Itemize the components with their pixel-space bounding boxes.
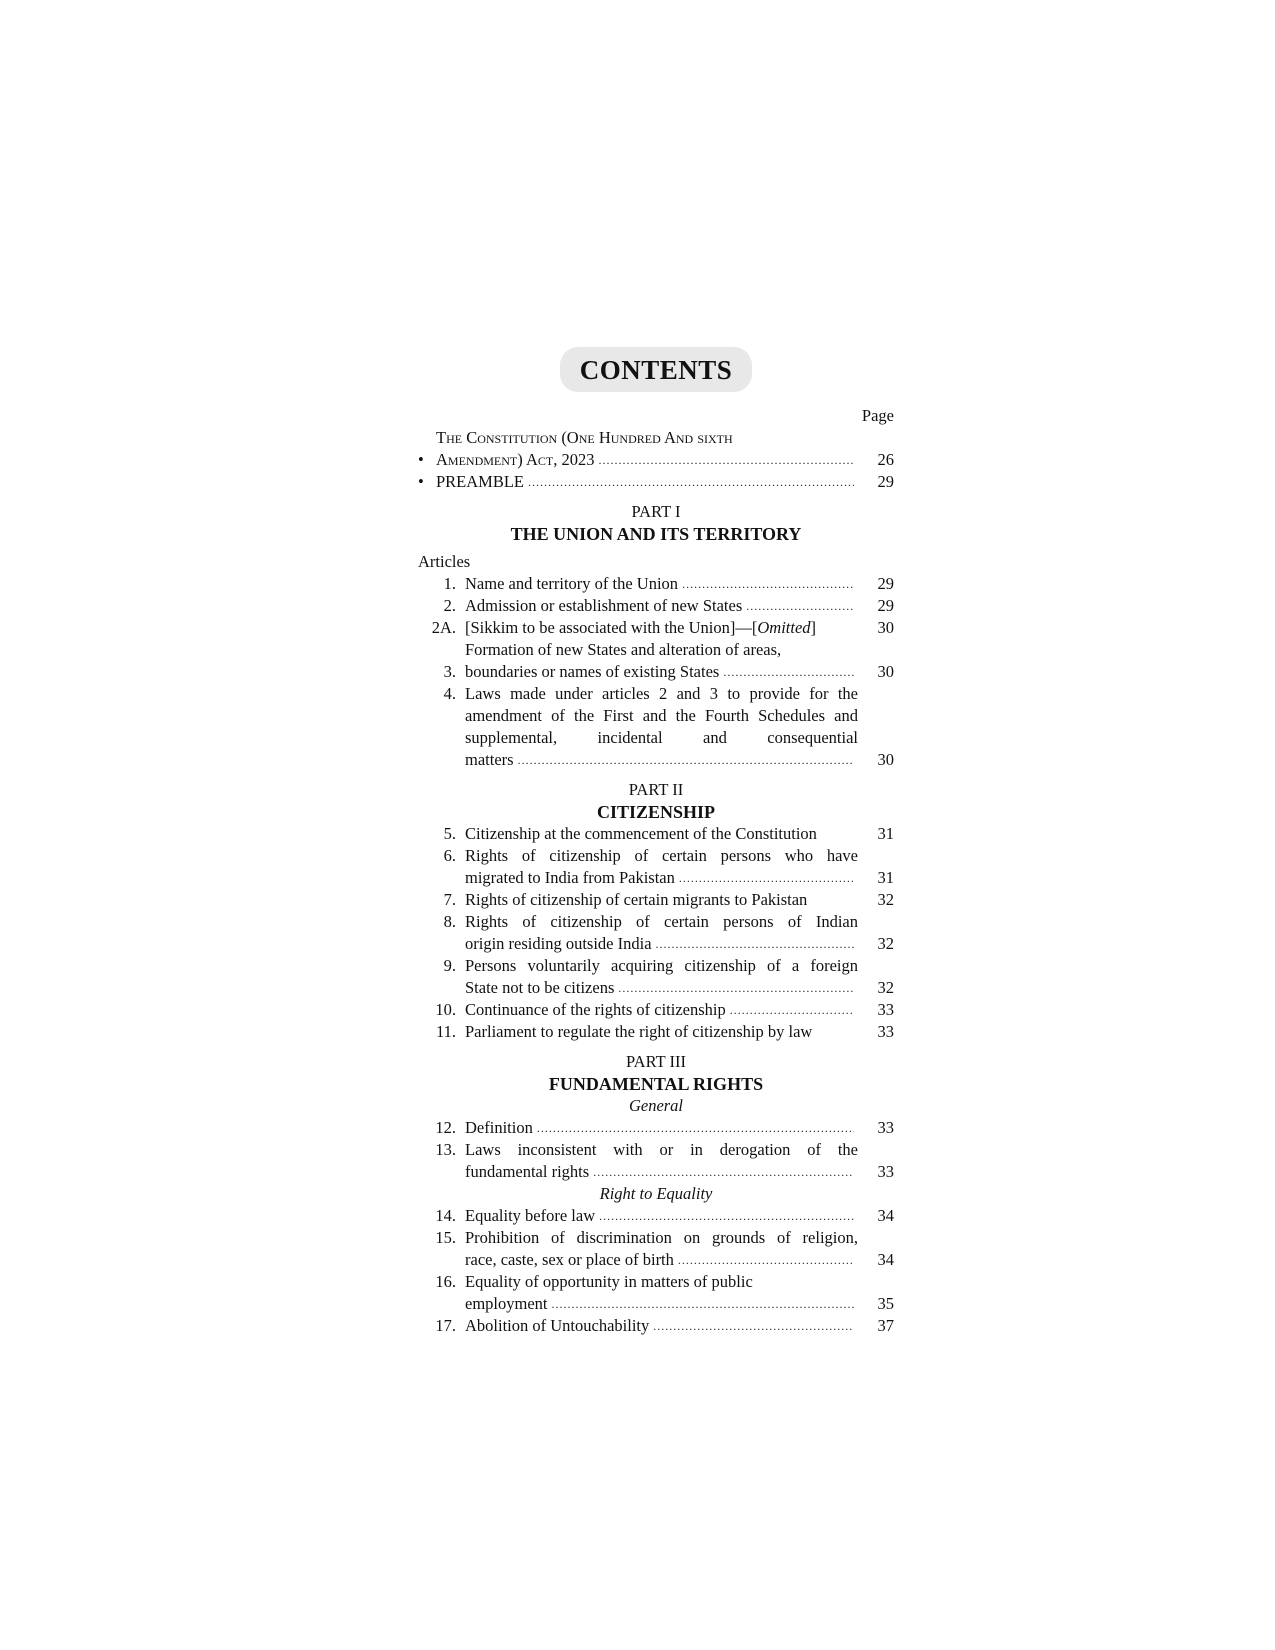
section-heading: Right to Equality [599, 1184, 713, 1203]
article-number: 6. [443, 846, 456, 865]
dot-leader [730, 999, 854, 1021]
toc-entry [418, 845, 894, 889]
toc-entry [418, 1205, 894, 1227]
toc-entry [418, 595, 894, 617]
entry-text: PREAMBLE [436, 472, 525, 491]
toc-entry [418, 683, 894, 771]
toc-entry [418, 823, 894, 845]
page-number: 33 [877, 1118, 894, 1137]
toc-entry [418, 911, 894, 955]
page-number: 32 [877, 890, 894, 909]
dot-leader [551, 1293, 854, 1315]
table-of-contents [418, 347, 894, 1337]
toc-entry [418, 1021, 894, 1043]
part-number: PART II [628, 780, 684, 799]
article-number: 7. [443, 890, 456, 909]
toc-entry [418, 617, 894, 639]
toc-entry [418, 955, 894, 999]
toc-entry [418, 1271, 894, 1315]
page-number: 33 [877, 1022, 894, 1041]
articles-label: Articles [418, 552, 471, 571]
entry-text-line: Rights of citizenship of certain persons who have [465, 846, 858, 865]
entry-text: boundaries or names of existing States [465, 662, 720, 681]
page-number: 32 [877, 978, 894, 997]
dot-leader [682, 573, 854, 595]
title-wrap [418, 347, 894, 393]
toc-entry [418, 1117, 894, 1139]
entry-last-line [436, 471, 858, 493]
page-number: 30 [877, 618, 894, 637]
entry-body [436, 427, 858, 471]
section-heading: General [628, 1096, 684, 1115]
part-title: FUNDAMENTAL RIGHTS [548, 1074, 764, 1094]
page-column-header: Page [861, 406, 894, 425]
dot-leader [656, 933, 854, 955]
page-number: 26 [877, 450, 894, 469]
article-number: 1. [443, 574, 456, 593]
entry-text-line: Formation of new States and alteration of areas, [465, 640, 782, 659]
article-number: 4. [443, 684, 456, 703]
toc-entry-preamble [418, 471, 894, 493]
page-number: 30 [877, 662, 894, 681]
page-number: 32 [877, 934, 894, 953]
article-number: 3. [443, 662, 456, 681]
article-number: 14. [435, 1206, 456, 1225]
toc-entry [418, 1139, 894, 1183]
page-title: CONTENTS [560, 347, 753, 392]
entry-text: Parliament to regulate the right of citizenship by law [465, 1022, 813, 1041]
entry-text: Definition [465, 1118, 533, 1137]
article-number: 9. [443, 956, 456, 975]
article-number: 10. [435, 1000, 456, 1019]
page-number: 34 [877, 1250, 894, 1269]
entry-text: matters [465, 750, 514, 769]
entry-text: State not to be citizens [465, 978, 615, 997]
entry-text: employment [465, 1294, 548, 1313]
entry-text-line: Prohibition of discrimination on grounds of religion, [465, 1228, 858, 1247]
article-number: 11. [435, 1022, 456, 1041]
dot-leader [518, 749, 854, 771]
entry-text-line: Persons voluntarily acquiring citizenship of a foreign [465, 956, 858, 975]
entry-text: Continuance of the rights of citizenship [465, 1000, 726, 1019]
entry-text: Rights of citizenship of certain migrants to Pakistan [465, 890, 808, 909]
part-number: PART I [631, 502, 681, 521]
page-number: 35 [877, 1294, 894, 1313]
dot-leader [599, 1205, 854, 1227]
article-number: 2A. [431, 618, 456, 637]
toc-entry [418, 1227, 894, 1271]
entry-text: Admission or establishment of new States [465, 596, 743, 615]
article-number: 13. [435, 1140, 456, 1159]
dot-leader [723, 661, 854, 683]
article-number: 5. [443, 824, 456, 843]
article-number: 15. [435, 1228, 456, 1247]
bullet: • [418, 472, 424, 491]
page-number: 34 [877, 1206, 894, 1225]
toc-entry [418, 999, 894, 1021]
entry-text: Abolition of Untouchability [465, 1316, 650, 1335]
article-number: 16. [435, 1272, 456, 1291]
entry-text: Amendment) Act, 2023 [436, 450, 595, 469]
entry-text: [Sikkim to be associated with the Union]—[Omitted] [465, 618, 817, 637]
page-number: 31 [877, 824, 894, 843]
toc-entry [418, 889, 894, 911]
page-number: 30 [877, 750, 894, 769]
page-number: 29 [877, 574, 894, 593]
page-number: 29 [877, 472, 894, 491]
page-number: 33 [877, 1162, 894, 1181]
toc-entry [418, 1315, 894, 1337]
page-number: 37 [877, 1316, 894, 1335]
toc-entry [418, 639, 894, 683]
page-number: 33 [877, 1000, 894, 1019]
entry-text: fundamental rights [465, 1162, 590, 1181]
entry-text: origin residing outside India [465, 934, 652, 953]
entry-text-line: The Constitution (One Hundred And sixth [436, 428, 733, 447]
part-title: THE UNION AND ITS TERRITORY [510, 524, 802, 544]
entry-text: Name and territory of the Union [465, 574, 679, 593]
entry-text-line: Laws made under articles 2 and 3 to provide for the amendment of the First and the Fourth Schedules and supplemental, incidental and consequential [465, 684, 858, 747]
dot-leader [598, 449, 854, 471]
dot-leader [537, 1117, 854, 1139]
article-number: 12. [435, 1118, 456, 1137]
page-number: 31 [877, 868, 894, 887]
entry-text-line: Laws inconsistent with or in derogation of the [465, 1140, 858, 1159]
entry-last-line [436, 449, 858, 471]
dot-leader [528, 471, 854, 493]
article-number: 17. [435, 1316, 456, 1335]
toc-entry [418, 573, 894, 595]
entry-text-line: Equality of opportunity in matters of public [465, 1272, 753, 1291]
dot-leader [679, 867, 854, 889]
entry-text: migrated to India from Pakistan [465, 868, 675, 887]
dot-leader [593, 1161, 854, 1183]
bullet: • [418, 450, 424, 469]
article-number: 8. [443, 912, 456, 931]
part-title: CITIZENSHIP [596, 802, 716, 822]
entry-text-line: Rights of citizenship of certain persons of Indian [465, 912, 858, 931]
part-number: PART III [626, 1052, 686, 1071]
dot-leader [678, 1249, 854, 1271]
dot-leader [653, 1315, 854, 1337]
article-number: 2. [443, 596, 456, 615]
entry-text: Citizenship at the commencement of the Constitution [465, 824, 817, 843]
entry-text: Equality before law [465, 1206, 596, 1225]
dot-leader [746, 595, 854, 617]
entry-body [436, 471, 858, 493]
dot-leader [618, 977, 854, 999]
toc-entry-amendment-act [418, 427, 894, 471]
page-number: 29 [877, 596, 894, 615]
entry-text: race, caste, sex or place of birth [465, 1250, 674, 1269]
